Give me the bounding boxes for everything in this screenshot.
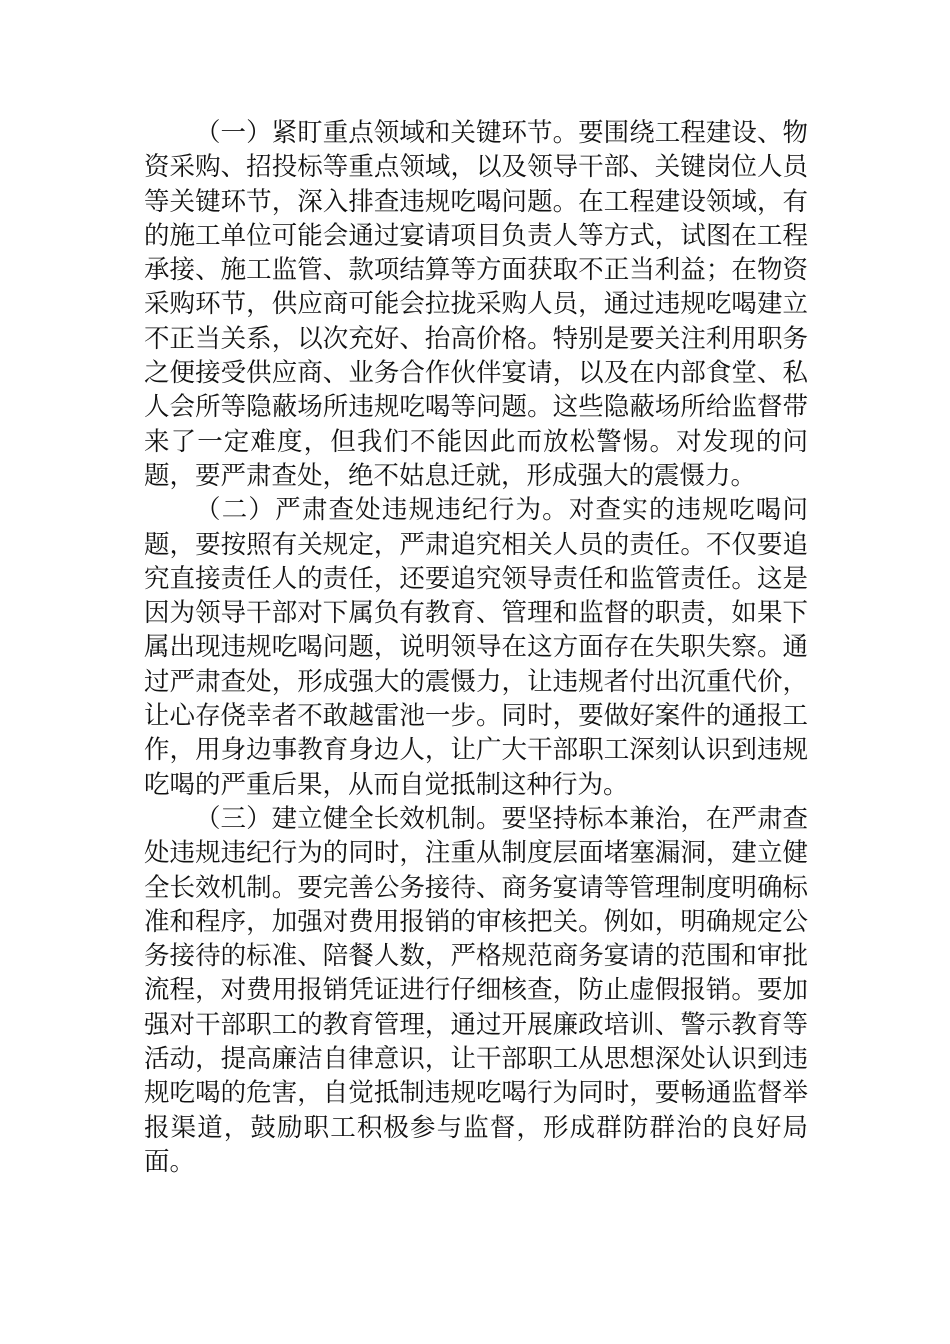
paragraph-key-areas: （一）紧盯重点领域和关键环节。要围绕工程建设、物资采购、招投标等重点领域，以及领导干部、关键岗位人员等关键环节，深入排查违规吃喝问题。在工程建设领域，有的施工单位可能会通过宴请项目负责人等方式，试图在工程承接、施工监管、款项结算等方面获取不正当利益；在物资采购环节，供应商可能会拉拢采购人员，通过违规吃喝建立不正当关系，以次充好、抬高价格。特别是要关注利用职务之便接受供应商、业务合作伙伴宴请，以及在内部食堂、私人会所等隐蔽场所违规吃喝等问题。这些隐蔽场所给监督带来了一定难度，但我们不能因此而放松警惕。对发现的问题，要严肃查处，绝不姑息迁就，形成强大的震慑力。 [144,118,808,491]
paragraph-strict-investigation: （二）严肃查处违规违纪行为。对查实的违规吃喝问题，要按照有关规定，严肃追究相关人员的责任。不仅要追究直接责任人的责任，还要追究领导责任和监管责任。这是因为领导干部对下属负有教育、管理和监督的职责，如果下属出现违规吃喝问题，说明领导在这方面存在失职失察。通过严肃查处，形成强大的震慑力，让违规者付出沉重代价，让心存侥幸者不敢越雷池一步。同时，要做好案件的通报工作，用身边事教育身边人，让广大干部职工深刻认识到违规吃喝的严重后果，从而自觉抵制这种行为。 [144,495,808,800]
document-body [144,116,808,1179]
paragraph-long-term-mechanism: （三）建立健全长效机制。要坚持标本兼治，在严肃查处违规违纪行为的同时，注重从制度层面堵塞漏洞，建立健全长效机制。要完善公务接待、商务宴请等管理制度明确标准和程序，加强对费用报销的审核把关。例如，明确规定公务接待的标准、陪餐人数，严格规范商务宴请的范围和审批流程，对费用报销凭证进行仔细核查，防止虚假报销。要加强对干部职工的教育管理，通过开展廉政培训、警示教育等活动，提高廉洁自律意识，让干部职工从思想深处认识到违规吃喝的危害，自觉抵制违规吃喝行为同时，要畅通监督举报渠道，鼓励职工积极参与监督，形成群防群治的良好局面。 [144,803,808,1177]
